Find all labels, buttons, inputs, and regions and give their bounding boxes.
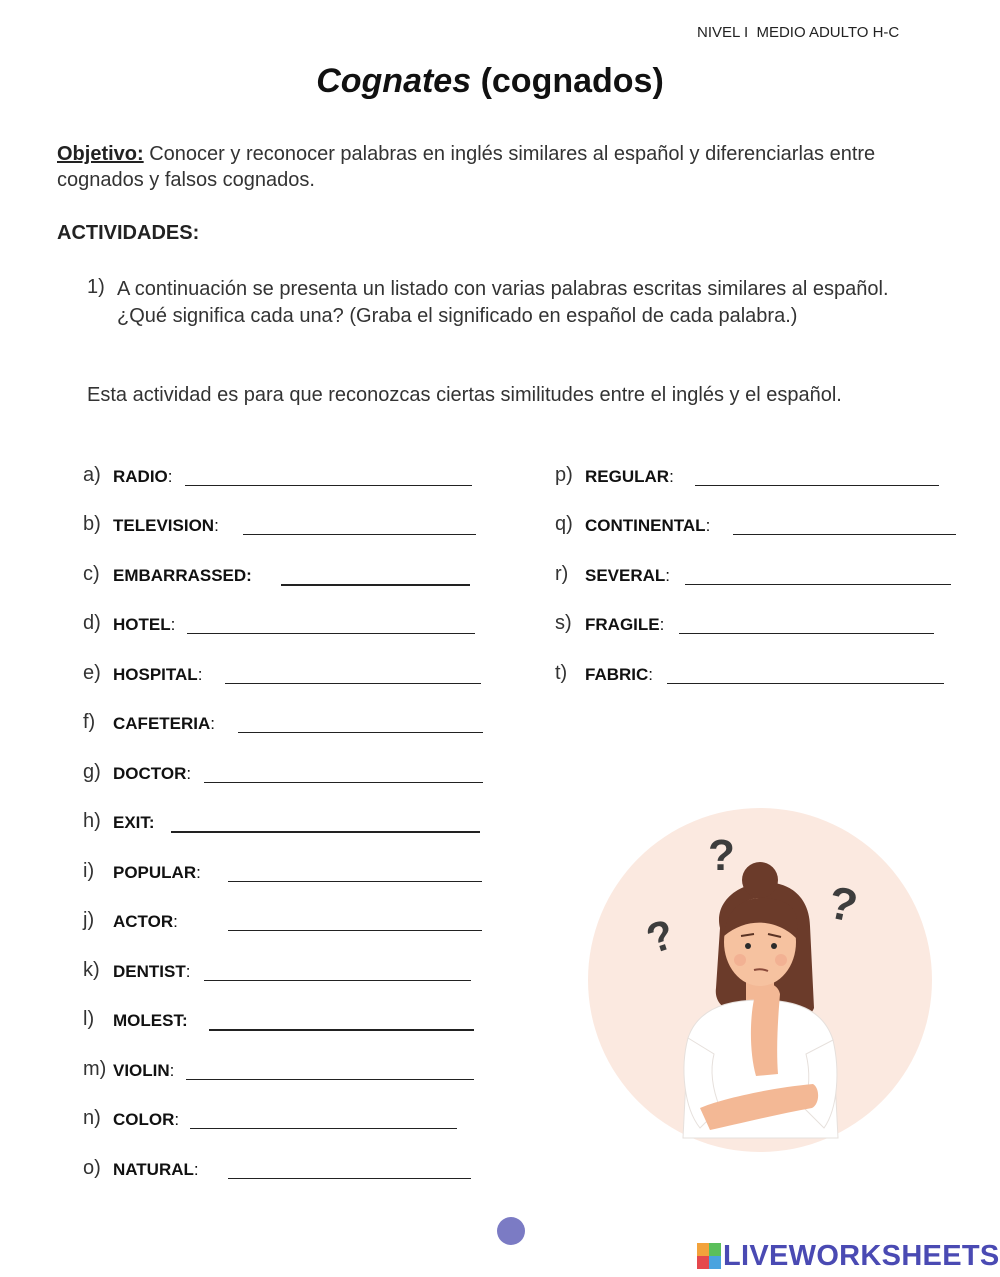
page-indicator-dot[interactable] <box>497 1217 525 1245</box>
item-word: TELEVISION: <box>113 516 219 535</box>
item-word: COLOR: <box>113 1110 180 1129</box>
item-letter: k) <box>83 959 100 981</box>
activities-heading: ACTIVIDADES: <box>57 222 200 244</box>
answer-blank[interactable] <box>667 683 944 684</box>
answer-blank[interactable] <box>733 534 956 535</box>
title-rest: (cognados) <box>471 62 664 100</box>
item-word: MOLEST: <box>113 1011 188 1030</box>
answer-blank[interactable] <box>695 485 939 486</box>
answer-blank[interactable] <box>685 584 951 585</box>
item-letter: o) <box>83 1157 101 1179</box>
item-letter: s) <box>555 612 572 634</box>
item-letter: e) <box>83 662 101 684</box>
item-letter: b) <box>83 513 101 535</box>
liveworksheets-logo <box>697 1240 1000 1272</box>
answer-blank[interactable] <box>204 980 471 981</box>
item-word: DENTIST: <box>113 962 191 981</box>
thinking-woman-illustration <box>588 808 932 1152</box>
item-word: HOTEL: <box>113 615 176 634</box>
item-letter: l) <box>83 1008 95 1030</box>
item-letter: a) <box>83 464 101 486</box>
answer-blank[interactable] <box>185 485 472 486</box>
item-letter: c) <box>83 563 100 585</box>
title-italic: Cognates <box>316 62 472 100</box>
objective-label: Objetivo: <box>57 143 144 165</box>
answer-blank[interactable] <box>228 1178 471 1179</box>
item-letter: g) <box>83 761 101 783</box>
item-word: EXIT: <box>113 813 155 832</box>
item-word: RADIO: <box>113 467 173 486</box>
answer-blank[interactable] <box>228 930 482 931</box>
item-letter: p) <box>555 464 573 486</box>
answer-blank[interactable] <box>238 732 483 733</box>
item-letter: f) <box>83 711 96 733</box>
answer-blank[interactable] <box>204 782 483 783</box>
answer-blank[interactable] <box>187 633 475 634</box>
answer-blank[interactable] <box>679 633 934 634</box>
item-word: CAFETERIA: <box>113 714 216 733</box>
answer-blank[interactable] <box>171 831 480 833</box>
instruction-number: 1) <box>87 276 105 298</box>
activity-note: Esta actividad es para que reconozcas ciertas similitudes entre el inglés y el español. <box>87 384 842 406</box>
item-letter: i) <box>83 860 95 882</box>
objective-paragraph <box>57 141 877 193</box>
item-word: SEVERAL: <box>585 566 671 585</box>
item-letter: r) <box>555 563 569 585</box>
item-word: POPULAR: <box>113 863 201 882</box>
item-word: ACTOR: <box>113 912 178 931</box>
answer-blank[interactable] <box>225 683 481 684</box>
item-letter: q) <box>555 513 573 535</box>
instruction-text: A continuación se presenta un listado con varias palabras escritas similares al español. ¿Qué significa cada una? (Graba el significado en español de cada palabra.) <box>117 278 889 327</box>
item-word: EMBARRASSED: <box>113 566 252 585</box>
item-letter: h) <box>83 810 101 832</box>
answer-blank[interactable] <box>186 1079 474 1080</box>
answer-blank[interactable] <box>281 584 470 586</box>
question-mark-icon: ? <box>708 831 735 880</box>
item-letter: t) <box>555 662 568 684</box>
course-level-label: NIVEL I MEDIO ADULTO H-C <box>697 24 900 41</box>
brand-icon <box>697 1243 721 1269</box>
item-word: VIOLIN: <box>113 1061 175 1080</box>
answer-blank[interactable] <box>209 1029 474 1031</box>
answer-blank[interactable] <box>228 881 482 882</box>
brand-name: LIVEWORKSHEETS <box>723 1239 1000 1272</box>
item-letter: j) <box>83 909 95 931</box>
question-mark-icon: ? <box>823 875 863 933</box>
answer-blank[interactable] <box>243 534 476 535</box>
page-title <box>0 62 980 101</box>
item-word: FABRIC: <box>585 665 654 684</box>
item-letter: d) <box>83 612 101 634</box>
item-word: DOCTOR: <box>113 764 192 783</box>
answer-blank[interactable] <box>190 1128 457 1129</box>
question-mark-icon: ? <box>640 909 680 963</box>
objective-text: Conocer y reconocer palabras en inglés similares al español y diferenciarlas entre cognados y falsos cognados. <box>57 143 876 191</box>
item-word: FRAGILE: <box>585 615 665 634</box>
item-letter: m) <box>83 1058 107 1080</box>
item-word: CONTINENTAL: <box>585 516 711 535</box>
item-word: NATURAL: <box>113 1160 199 1179</box>
item-letter: n) <box>83 1107 101 1129</box>
item-word: HOSPITAL: <box>113 665 203 684</box>
item-word: REGULAR: <box>585 467 674 486</box>
